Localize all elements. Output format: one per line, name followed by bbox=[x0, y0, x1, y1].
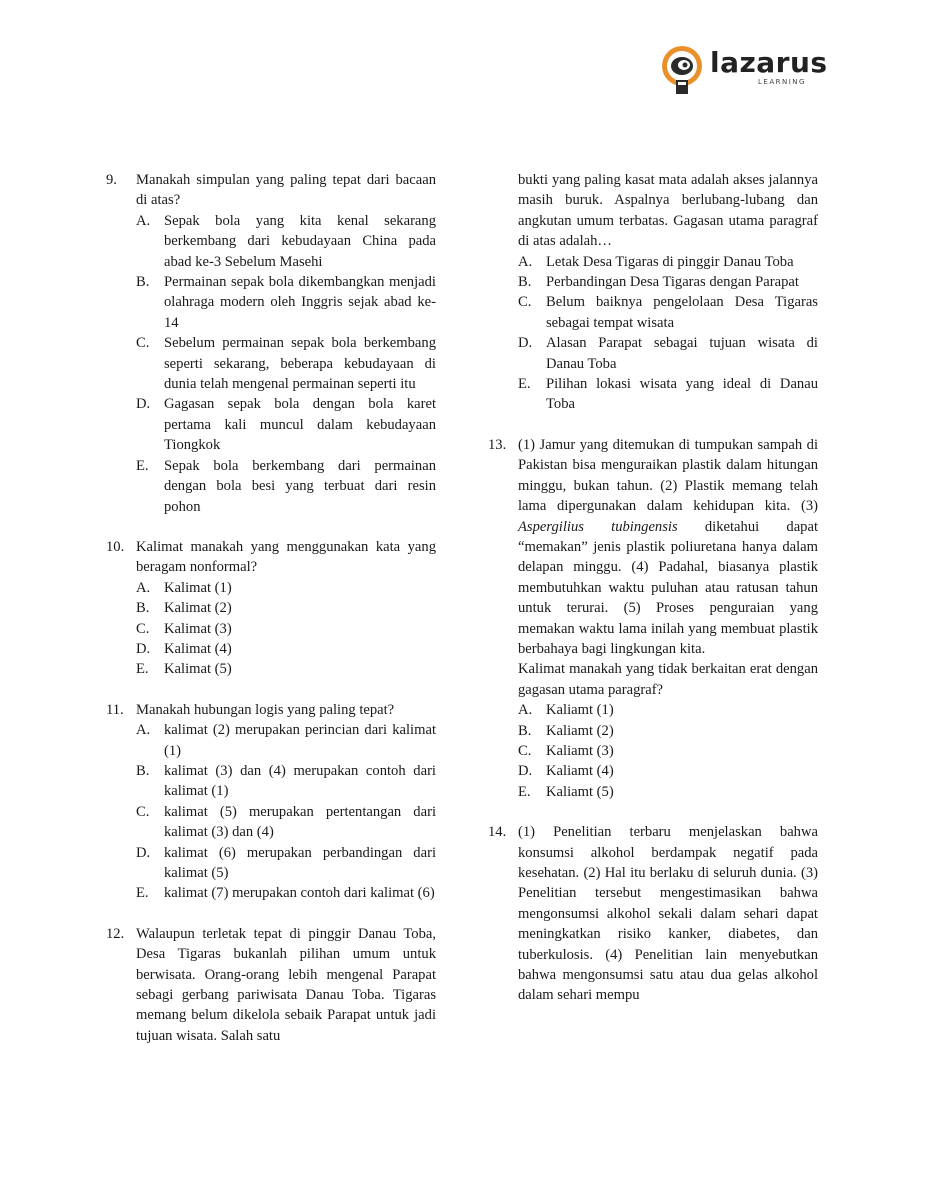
question-passage: (1) Penelitian terbaru menjelaskan bahwa konsumsi alkohol berdampak negatif pada kesehatan. (2) Hal itu berlaku di seluruh dunia. (3) Penelitian tersebut mengestimasikan bahwa mengonsumsi alkohol sekali dalam sehari dapat meningkatkan risiko kanker, diabetes, dan tuberkulosis. (4) Penelitian lain menyebutkan bahwa mengonsumsi satu atau dua gelas alkohol dalam sehari mempu bbox=[518, 824, 818, 1004]
option-b: B. Kaliamt (2) bbox=[518, 722, 614, 739]
question-13 bbox=[488, 435, 818, 802]
question-12 bbox=[106, 924, 436, 1046]
option-a: A. Kaliamt (1) bbox=[518, 702, 614, 719]
question-number: 14. bbox=[488, 824, 507, 841]
option-a: A. Kalimat (1) bbox=[136, 579, 232, 596]
question-number: 11. bbox=[106, 701, 124, 718]
option-e: E. Pilihan lokasi wisata yang ideal di Danau Toba bbox=[518, 376, 818, 413]
option-a: A. kalimat (2) merupakan perincian dari kalimat (1) bbox=[136, 722, 436, 759]
question-number: 10. bbox=[106, 538, 125, 555]
question-9 bbox=[106, 170, 436, 517]
option-d: D. kalimat (6) merupakan perbandingan dari kalimat (5) bbox=[136, 844, 436, 881]
question-number: 9. bbox=[106, 172, 117, 188]
option-e: E. Sepak bola berkembang dari permainan dengan bola besi yang terbuat dari resin pohon bbox=[136, 457, 436, 515]
question-14 bbox=[488, 822, 818, 1006]
option-c: C. Kaliamt (3) bbox=[518, 742, 614, 759]
option-c: C. Kalimat (3) bbox=[136, 620, 232, 637]
question-stem: Kalimat manakah yang menggunakan kata yang beragam nonformal? bbox=[136, 538, 436, 576]
option-a: A. Sepak bola yang kita kenal sekarang berkembang dari kebudayaan China pada abad ke-3 Sebelum Masehi bbox=[136, 212, 436, 270]
option-e: E. kalimat (7) merupakan contoh dari kalimat (6) bbox=[136, 885, 435, 902]
question-stem: Manakah simpulan yang paling tepat dari bacaan di atas? bbox=[136, 172, 436, 209]
question-stem-continuation: bukti yang paling kasat mata adalah akses jalannya masih buruk. Aspalnya berlubang-lubang dan angkutan umum terbatas. Gagasan utama paragraf di atas adalah… bbox=[518, 172, 818, 250]
option-c: C. kalimat (5) merupakan pertentangan dari kalimat (3) dan (4) bbox=[136, 803, 436, 841]
option-b: B. Kalimat (2) bbox=[136, 600, 232, 617]
question-stem: Kalimat manakah yang tidak berkaitan erat dengan gagasan utama paragraf? bbox=[518, 661, 818, 698]
question-passage: (1) Jamur yang ditemukan di tumpukan sampah di Pakistan bisa menguraikan plastik dalam hitungan minggu, bukan tahun. (2) Plastik memang telah lama dipergunakan dalam kehidupan kita. (3) Aspergilius tubingensis diketahui dapat “memakan” jenis plastik poliuretana hanya dalam delapan minggu. (4) Padahal, biasanya plastik membutuhkan waktu puluhan atau ratusan tahun untuk terurai. (5) Proses penguraian yang memakan waktu lama inilah yang membuat plastik berbahaya bagi lingkungan kita. bbox=[518, 436, 818, 657]
lazarus-emblem-icon bbox=[660, 42, 706, 98]
option-d: D. Kaliamt (4) bbox=[518, 763, 614, 780]
option-d: D. Alasan Parapat sebagai tujuan wisata di Danau Toba bbox=[518, 335, 818, 372]
question-number: 13. bbox=[488, 436, 507, 453]
right-column bbox=[488, 170, 818, 1026]
option-a: A. Letak Desa Tigaras di pinggir Danau Toba bbox=[518, 253, 794, 270]
brand-subtitle: LEARNING bbox=[758, 78, 806, 86]
question-12-continued bbox=[488, 170, 818, 415]
left-column bbox=[106, 170, 436, 1066]
species-name: Aspergilius tubingensis bbox=[518, 518, 678, 535]
question-stem: Walaupun terletak tepat di pinggir Danau Toba, Desa Tigaras bukanlah pilihan umum untuk berwisata. Orang-orang lebih mengenal Parapat sebagi gerbang pariwisata Danau Toba. Tigaras memang belum dikelola sebaik Parapat untuk jadi tujuan wisata. Salah satu bbox=[136, 925, 436, 1044]
option-c: C. Belum baiknya pengelolaan Desa Tigaras sebagai tempat wisata bbox=[518, 294, 818, 331]
option-b: B. Perbandingan Desa Tigaras dengan Parapat bbox=[518, 274, 799, 291]
option-d: D. Kalimat (4) bbox=[136, 640, 232, 657]
question-10 bbox=[106, 537, 436, 680]
option-c: C. Sebelum permainan sepak bola berkembang seperti sekarang, beberapa kebudayaan di dunia telah mengenal permainan seperti itu bbox=[136, 335, 436, 393]
option-b: B. Permainan sepak bola dikembangkan menjadi olahraga modern oleh Inggris sejak abad ke-14 bbox=[136, 274, 436, 331]
brand-name: lazarus bbox=[710, 46, 828, 79]
question-number: 12. bbox=[106, 925, 125, 942]
question-11 bbox=[106, 700, 436, 904]
lazarus-logo bbox=[660, 42, 828, 98]
option-e: E. Kaliamt (5) bbox=[518, 783, 614, 800]
question-stem: Manakah hubungan logis yang paling tepat? bbox=[136, 701, 395, 718]
option-b: B. kalimat (3) dan (4) merupakan contoh dari kalimat (1) bbox=[136, 762, 436, 800]
option-e: E. Kalimat (5) bbox=[136, 661, 232, 678]
option-d: D. Gagasan sepak bola dengan bola karet pertama kali muncul dalam kebudayaan Tiongkok bbox=[136, 396, 436, 454]
